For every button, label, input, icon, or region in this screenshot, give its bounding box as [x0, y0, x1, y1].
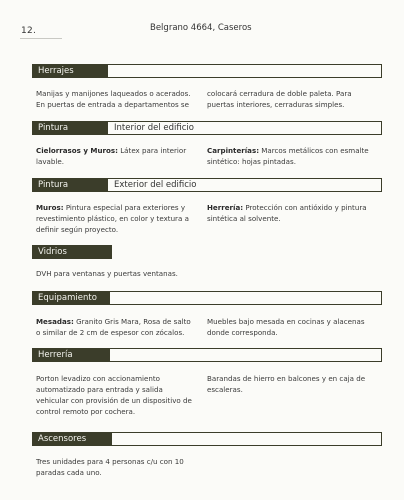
section-equipamiento-header — [32, 291, 382, 305]
section-vidrios-header — [32, 245, 112, 259]
section-title: Herrería — [32, 348, 110, 362]
item-text: Marcos metálicos con esmalte sintético: hojas pintadas. — [207, 146, 369, 166]
section-ascensores-left — [36, 456, 196, 478]
section-title: Ascensores — [32, 432, 112, 446]
section-equipamiento-right — [207, 316, 379, 338]
section-subtitle: Interior del edificio — [108, 121, 382, 135]
item-text: Tres unidades para 4 personas c/u con 10 paradas cada uno. — [36, 457, 184, 477]
item-text: DVH para ventanas y puertas ventanas. — [36, 269, 178, 278]
section-title: Vidrios — [32, 245, 112, 259]
section-herrajes-right — [207, 88, 379, 110]
item-text: Granito Gris Mara, Rosa de salto o similar de 2 cm de espesor con zócalos. — [36, 317, 191, 337]
item-text: Protección con antióxido y pintura sintética al solvente. — [207, 203, 367, 223]
item-label: Mesadas: — [36, 317, 74, 326]
item-label: Muros: — [36, 203, 64, 212]
section-pintura-interior-header — [32, 121, 382, 135]
section-title: Pintura — [32, 121, 108, 135]
section-pintura-interior-right — [207, 145, 379, 167]
page-number-rule — [20, 38, 62, 39]
section-subtitle — [112, 432, 382, 446]
section-herreria-header — [32, 348, 382, 362]
section-herrajes-left — [36, 88, 196, 110]
section-pintura-interior-left — [36, 145, 196, 167]
item-label: Cielorrasos y Muros: — [36, 146, 118, 155]
item-text: Látex para interior lavable. — [36, 146, 187, 166]
section-ascensores-header — [32, 432, 382, 446]
page-header — [0, 0, 404, 44]
item-label: Carpinterías: — [207, 146, 260, 155]
item-text: Pintura especial para exteriores y revestimiento plástico, en color y textura a definir según proyecto. — [36, 203, 189, 234]
section-subtitle — [110, 291, 382, 305]
section-title: Herrajes — [32, 64, 108, 78]
item-text: Porton levadizo con accionamiento automatizado para entrada y salida vehicular con provisión de un dispositivo de control remoto por cochera. — [36, 374, 192, 416]
section-subtitle: Exterior del edificio — [108, 178, 382, 192]
section-pintura-exterior-left — [36, 202, 196, 235]
item-text: Barandas de hierro en balcones y en caja de escaleras. — [207, 374, 366, 394]
section-herrajes-header — [32, 64, 382, 78]
item-text: Muebles bajo mesada en cocinas y alacenas donde corresponda. — [207, 317, 365, 337]
section-pintura-exterior-header — [32, 178, 382, 192]
page-address: Belgrano 4664, Caseros — [150, 23, 252, 33]
section-subtitle — [108, 64, 382, 78]
section-title: Equipamiento — [32, 291, 110, 305]
item-label: Herrería: — [207, 203, 244, 212]
section-vidrios-left — [36, 268, 236, 279]
section-subtitle — [110, 348, 382, 362]
section-equipamiento-left — [36, 316, 196, 338]
item-text: colocará cerradura de doble paleta. Para puertas interiores, cerraduras simples. — [207, 89, 352, 109]
section-title: Pintura — [32, 178, 108, 192]
page-number: 12. — [21, 26, 37, 36]
section-herreria-right — [207, 373, 379, 395]
section-pintura-exterior-right — [207, 202, 379, 224]
section-herreria-left — [36, 373, 196, 417]
item-text: Manijas y manijones laqueados o acerados. En puertas de entrada a departamentos se — [36, 89, 191, 109]
